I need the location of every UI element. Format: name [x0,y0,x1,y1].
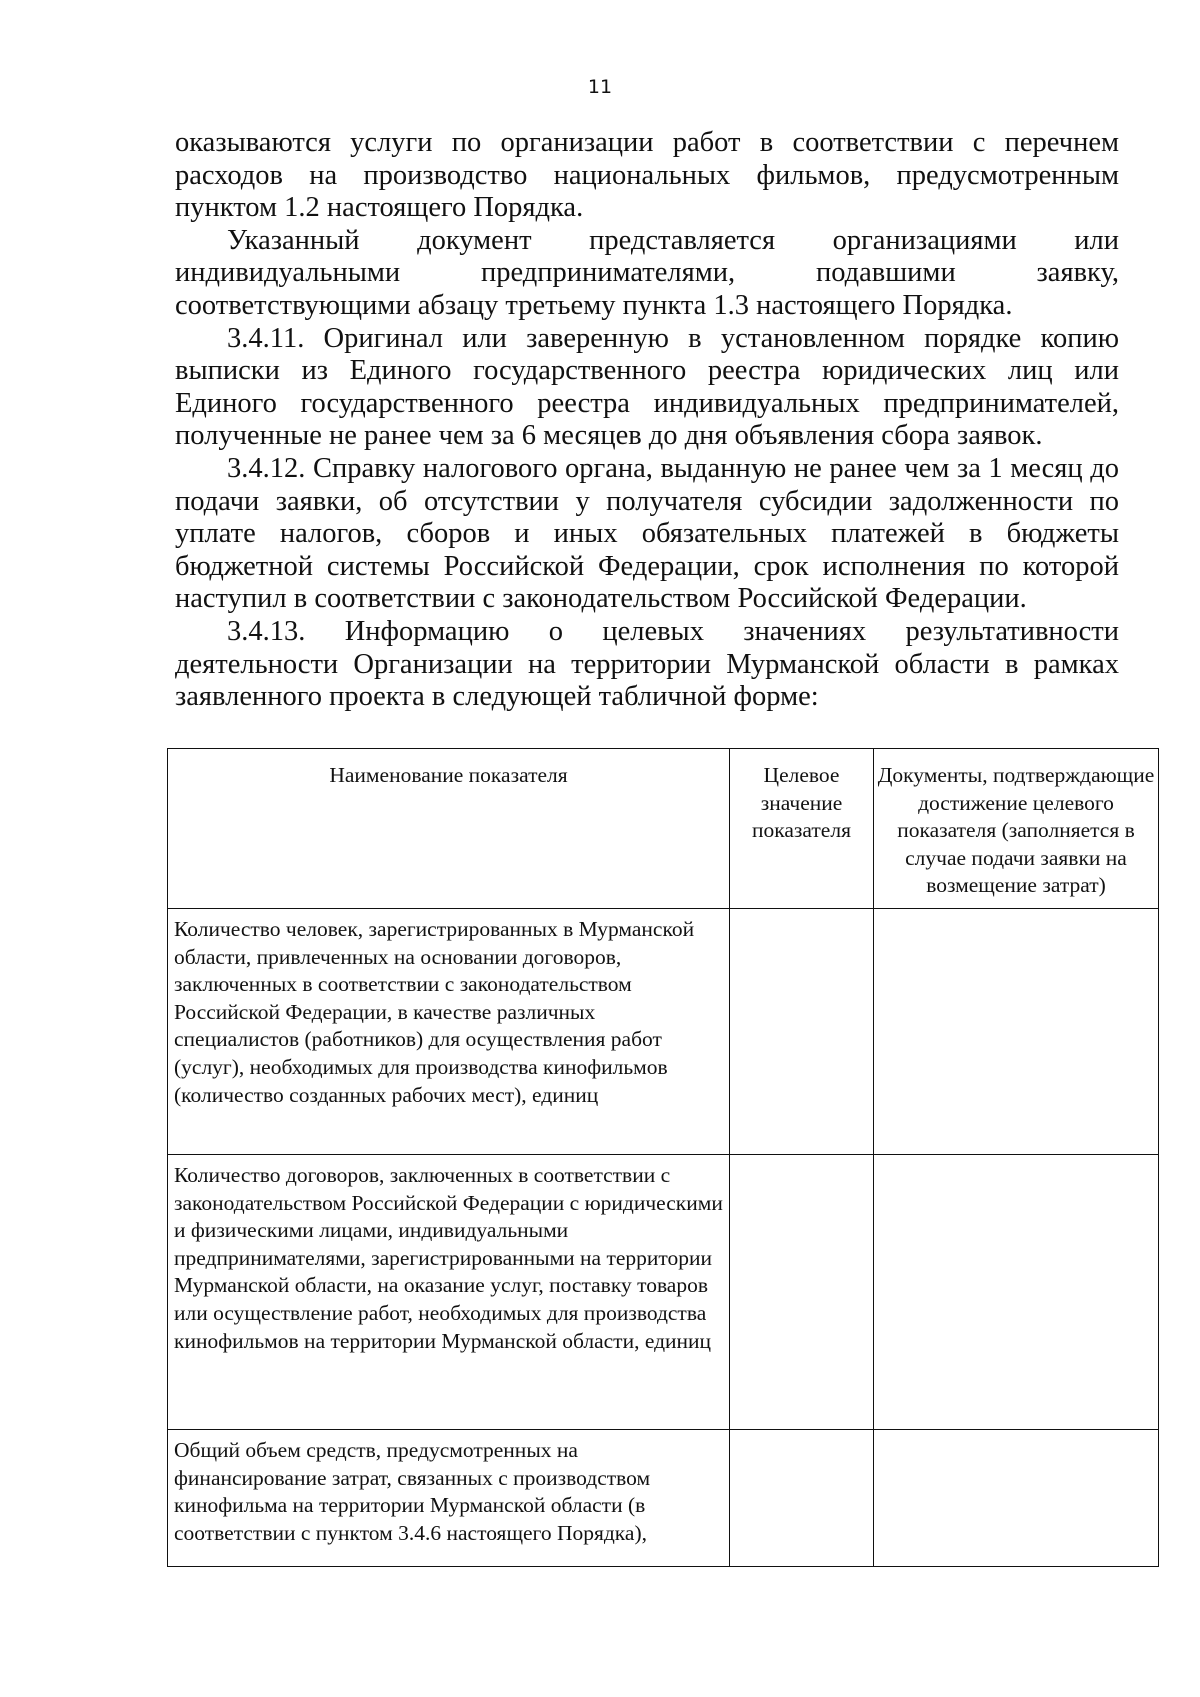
document-body [175,127,1119,714]
paragraph-3-4-12: 3.4.12. Справку налогового органа, выданную не ранее чем за 1 месяц до подачи заявки, об отсутствии у получателя субсидии задолженности по уплате налогов, сборов и иных обязательных платежей в бюджеты бюджетной системы Российской Федерации, срок исполнения по которой наступил в соответствии с законодательством Российской Федерации. [175,452,1119,615]
table-row [168,1154,1159,1429]
page-number: 11 [587,76,613,98]
header-indicator-name: Наименование показателя [168,749,730,909]
paragraph-document-note: Указанный документ представляется организациями или индивидуальными предпринимателями, подавшими заявку, соответствующими абзацу третьему пункта 1.3 настоящего Порядка. [175,224,1119,321]
indicator-cell: Количество человек, зарегистрированных в Мурманской области, привлеченных на основании договоров, заключенных в соответствии с законодательством Российской Федерации, в качестве различных специалистов (работников) для осуществления работ (услуг), необходимых для производства кинофильмов (количество созданных рабочих мест), единиц [168,908,730,1154]
header-confirming-documents: Документы, подтверждающие достижение целевого показателя (заполняется в случае подачи заявки на возмещение затрат) [874,749,1159,909]
table-row [168,908,1159,1154]
documents-cell [874,908,1159,1154]
paragraph-continuation: оказываются услуги по организации работ в соответствии с перечнем расходов на производство национальных фильмов, предусмотренным пунктом 1.2 настоящего Порядка. [175,127,1119,224]
header-target-value: Целевое значение показателя [730,749,874,909]
documents-cell [874,1429,1159,1566]
indicators-table [167,748,1159,1567]
target-value-cell [730,1429,874,1566]
documents-cell [874,1154,1159,1429]
paragraph-3-4-13: 3.4.13. Информацию о целевых значениях результативности деятельности Организации на территории Мурманской области в рамках заявленного проекта в следующей табличной форме: [175,615,1119,713]
table-row [168,1429,1159,1566]
paragraph-3-4-11: 3.4.11. Оригинал или заверенную в установленном порядке копию выписки из Единого государственного реестра юридических лиц или Единого государственного реестра индивидуальных предпринимателей, полученные не ранее чем за 6 месяцев до дня объявления сбора заявок. [175,322,1119,452]
indicator-cell: Общий объем средств, предусмотренных на финансирование затрат, связанных с производством кинофильма на территории Мурманской области (в соответствии с пунктом 3.4.6 настоящего Порядка), [168,1429,730,1566]
target-value-cell [730,1154,874,1429]
target-value-cell [730,908,874,1154]
table-header-row [168,749,1159,909]
indicator-cell: Количество договоров, заключенных в соответствии с законодательством Российской Федерации с юридическими и физическими лицами, индивидуальными предпринимателями, зарегистрированными на территории Мурманской области, на оказание услуг, поставку товаров или осуществление работ, необходимых для производства кинофильмов на территории Мурманской области, единиц [168,1154,730,1429]
